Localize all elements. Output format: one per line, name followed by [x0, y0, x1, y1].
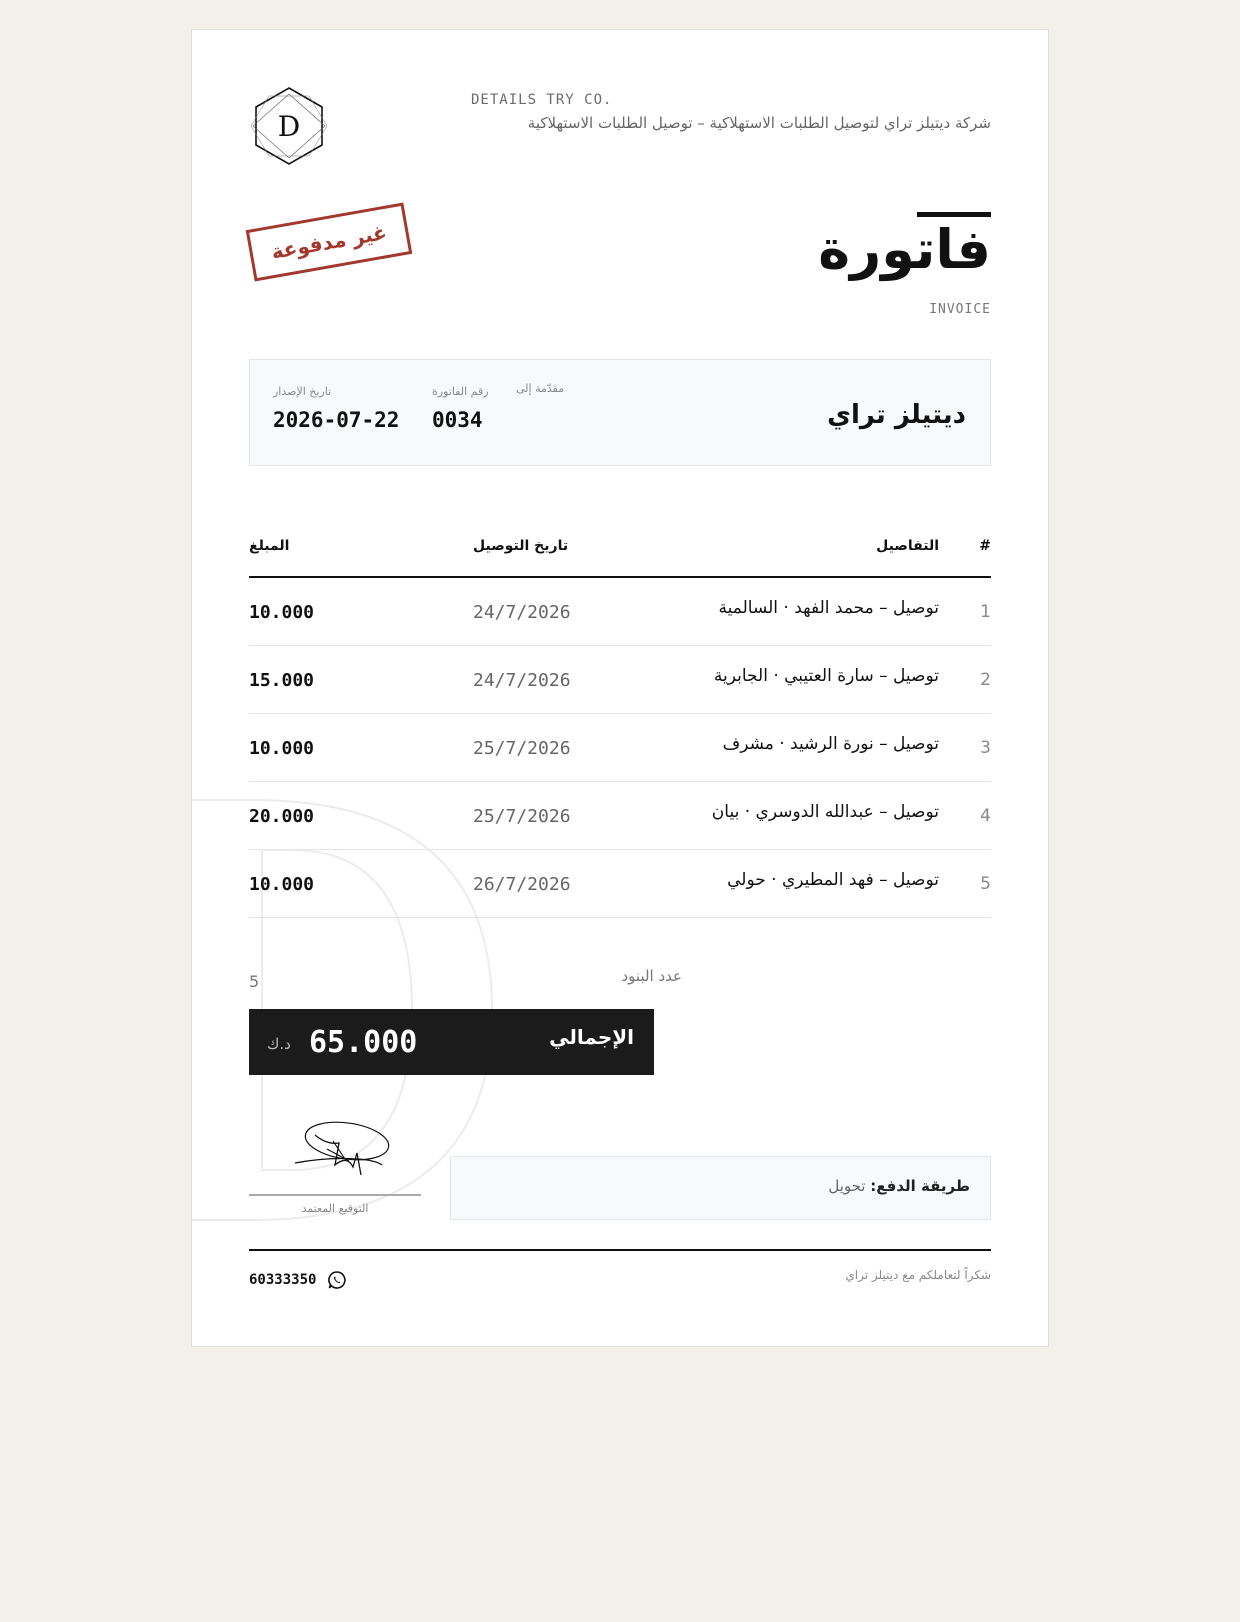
signature-line — [249, 1194, 421, 1196]
currency-label: د.ك — [267, 1035, 291, 1053]
row-amount: 10.000 — [249, 738, 315, 759]
row-details: توصيل – فهد المطيري · حولي — [727, 870, 939, 890]
total-box — [249, 1009, 654, 1075]
row-details: توصيل – عبدالله الدوسري · بيان — [711, 802, 939, 822]
items-count: 5 — [249, 972, 260, 991]
total-label: الإجمالي — [549, 1025, 634, 1049]
logo-letter: D — [277, 109, 301, 143]
row-details: توصيل – نورة الرشيد · مشرف — [722, 734, 939, 754]
table-row — [249, 578, 991, 646]
issue-date-label: تاريخ الإصدار — [273, 385, 332, 398]
footer-divider — [249, 1249, 991, 1251]
table-row — [249, 850, 991, 918]
payment-method-box — [450, 1156, 991, 1220]
row-num: 3 — [980, 738, 991, 758]
row-date: 24/7/2026 — [473, 670, 571, 691]
invoice-title-en: INVOICE — [929, 302, 991, 317]
stamp-text: غير مدفوعة — [269, 220, 389, 264]
total-value: 65.000 — [309, 1025, 418, 1060]
unpaid-stamp — [246, 203, 413, 282]
invoice-paper — [191, 29, 1049, 1347]
invoice-number-label: رقم الفاتورة — [432, 385, 489, 398]
table-row — [249, 646, 991, 714]
invoice-info-box — [249, 359, 991, 466]
company-name-ar: شركة ديتيلز تراي لتوصيل الطلبات الاستهلاكية – توصيل الطلبات الاستهلاكية — [527, 114, 991, 132]
signature-label: التوقيع المعتمد — [301, 1202, 369, 1215]
invoice-title-ar: فاتورة — [818, 218, 991, 281]
payment-label: طريقة الدفع: — [870, 1177, 970, 1195]
header-num: # — [979, 538, 991, 554]
signature-image — [287, 1115, 397, 1187]
row-amount: 15.000 — [249, 670, 315, 691]
company-name-en: DETAILS TRY CO. — [471, 92, 613, 108]
thank-you-note: شكراً لتعاملكم مع ديتيلز تراي — [845, 1268, 991, 1282]
row-date: 26/7/2026 — [473, 874, 571, 895]
billed-to-label: مقدّمة إلى — [516, 382, 565, 395]
title-accent-bar — [917, 212, 991, 217]
payment-value: تحويل — [828, 1177, 866, 1195]
items-count-label: عدد البنود — [621, 967, 682, 985]
table-header — [249, 530, 991, 578]
row-num: 2 — [980, 670, 991, 690]
items-table — [249, 530, 991, 918]
issue-date: 2026-07-22 — [273, 408, 400, 432]
row-amount: 10.000 — [249, 874, 315, 895]
phone-number: 60333350 — [249, 1272, 317, 1288]
header-amount: المبلغ — [249, 538, 290, 554]
row-details: توصيل – سارة العتيبي · الجابرية — [713, 666, 939, 686]
row-amount: 20.000 — [249, 806, 315, 827]
row-date: 25/7/2026 — [473, 738, 571, 759]
row-num: 1 — [980, 602, 991, 622]
row-date: 25/7/2026 — [473, 806, 571, 827]
table-row — [249, 714, 991, 782]
header-details: التفاصيل — [876, 538, 939, 554]
whatsapp-icon — [327, 1270, 347, 1290]
row-num: 4 — [980, 806, 991, 826]
payment-method — [828, 1177, 970, 1195]
row-amount: 10.000 — [249, 602, 315, 623]
invoice-number: 0034 — [432, 408, 483, 432]
header-date: تاريخ التوصيل — [473, 538, 569, 554]
row-details: توصيل – محمد الفهد · السالمية — [718, 598, 939, 618]
billed-to-name: ديتيلز تراي — [827, 400, 966, 430]
row-date: 24/7/2026 — [473, 602, 571, 623]
row-num: 5 — [980, 874, 991, 894]
table-row — [249, 782, 991, 850]
